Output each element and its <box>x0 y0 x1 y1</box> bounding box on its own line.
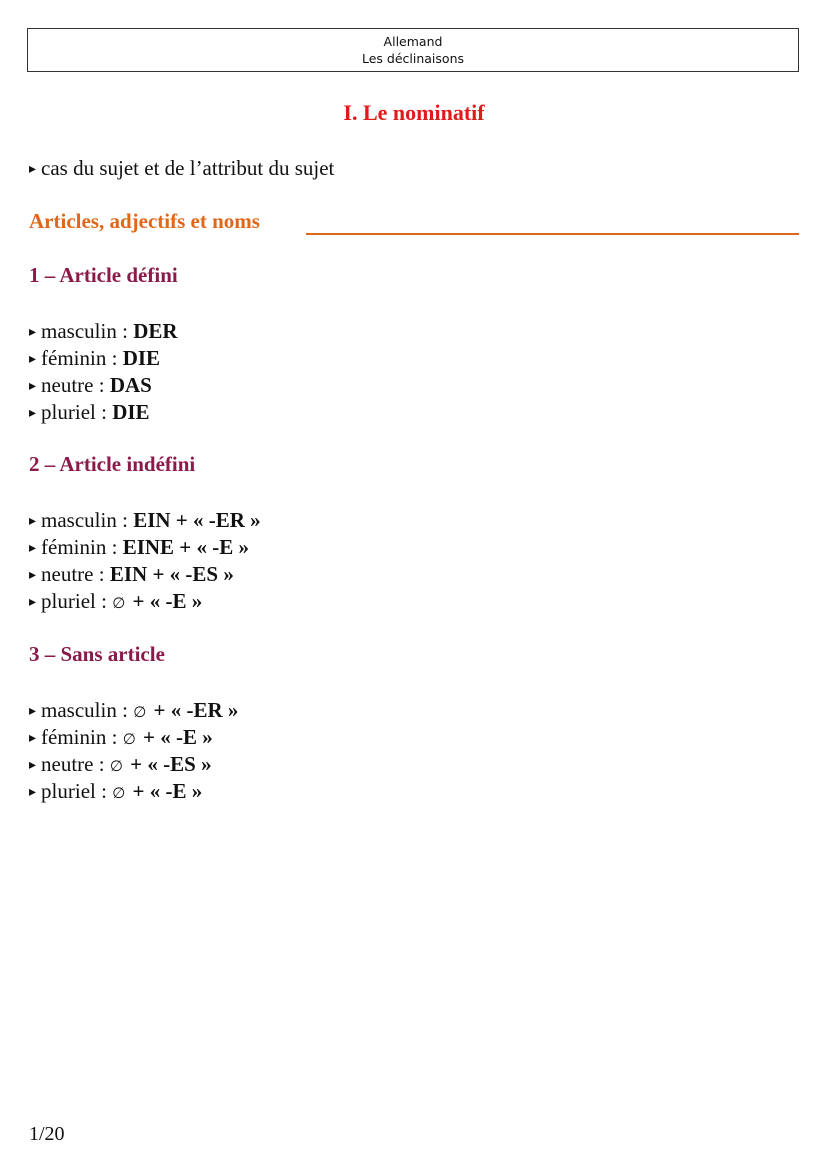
no-article-heading: 3 – Sans article <box>29 642 165 666</box>
item-form: + « -E » <box>127 589 203 613</box>
item-form: EIN + « -ES » <box>109 562 234 586</box>
list-item <box>29 724 213 754</box>
page-number: 1/20 <box>29 1123 65 1145</box>
empty-set-symbol: ∅ <box>109 759 123 775</box>
section-heading <box>29 209 799 237</box>
page-title: I. Le nominatif <box>343 100 485 125</box>
definite-article-heading: 1 – Article défini <box>29 263 178 287</box>
bullet-icon: ▸ <box>29 595 37 610</box>
bullet-icon: ▸ <box>29 325 37 340</box>
list-item <box>29 318 178 348</box>
item-label: masculin : <box>41 319 134 343</box>
list-item <box>29 561 234 591</box>
empty-set-symbol: ∅ <box>133 705 147 721</box>
item-label: masculin : <box>41 508 134 532</box>
list-item <box>29 372 152 402</box>
empty-set-symbol: ∅ <box>112 596 126 612</box>
item-form: DIE <box>122 346 161 370</box>
item-label: neutre : <box>41 752 110 776</box>
item-form: + « -ES » <box>124 752 212 776</box>
bullet-icon: ▸ <box>29 352 37 367</box>
item-form: + « -E » <box>127 779 203 803</box>
list-item <box>29 507 261 537</box>
bullet-icon: ▸ <box>29 514 37 529</box>
bullet-icon: ▸ <box>29 162 37 177</box>
item-label: féminin : <box>41 535 123 559</box>
item-form: DAS <box>109 373 152 397</box>
item-label: pluriel : <box>41 589 113 613</box>
item-form: DIE <box>112 400 150 424</box>
empty-set-symbol: ∅ <box>122 732 136 748</box>
list-item <box>29 345 160 375</box>
item-label: féminin : <box>41 725 123 749</box>
item-label: neutre : <box>41 373 110 397</box>
list-item <box>29 588 202 618</box>
document-header <box>27 28 799 72</box>
bullet-icon: ▸ <box>29 406 37 421</box>
bullet-icon: ▸ <box>29 379 37 394</box>
bullet-icon: ▸ <box>29 541 37 556</box>
intro-line <box>29 155 334 185</box>
bullet-icon: ▸ <box>29 704 37 719</box>
indefinite-article-heading: 2 – Article indéfini <box>29 452 196 476</box>
item-form: EIN + « -ER » <box>133 508 261 532</box>
list-item <box>29 399 150 429</box>
item-form: + « -E » <box>137 725 213 749</box>
list-item <box>29 778 202 808</box>
item-form: DER <box>133 319 178 343</box>
item-label: masculin : <box>41 698 134 722</box>
list-item <box>29 751 212 781</box>
item-form: EINE + « -E » <box>122 535 250 559</box>
item-form: + « -ER » <box>148 698 239 722</box>
list-item <box>29 697 238 727</box>
bullet-icon: ▸ <box>29 568 37 583</box>
item-label: pluriel : <box>41 400 113 424</box>
section-heading-text: Articles, adjectifs et noms <box>29 209 260 233</box>
list-item <box>29 534 249 564</box>
bullet-icon: ▸ <box>29 731 37 746</box>
item-label: pluriel : <box>41 779 113 803</box>
item-label: féminin : <box>41 346 123 370</box>
item-label: neutre : <box>41 562 110 586</box>
header-topic: Les déclinaisons <box>361 51 464 66</box>
empty-set-symbol: ∅ <box>112 786 126 802</box>
bullet-icon: ▸ <box>29 758 37 773</box>
header-subject: Allemand <box>383 34 443 49</box>
section-heading-rule <box>306 233 799 235</box>
intro-text: cas du sujet et de l’attribut du sujet <box>41 156 335 180</box>
bullet-icon: ▸ <box>29 785 37 800</box>
